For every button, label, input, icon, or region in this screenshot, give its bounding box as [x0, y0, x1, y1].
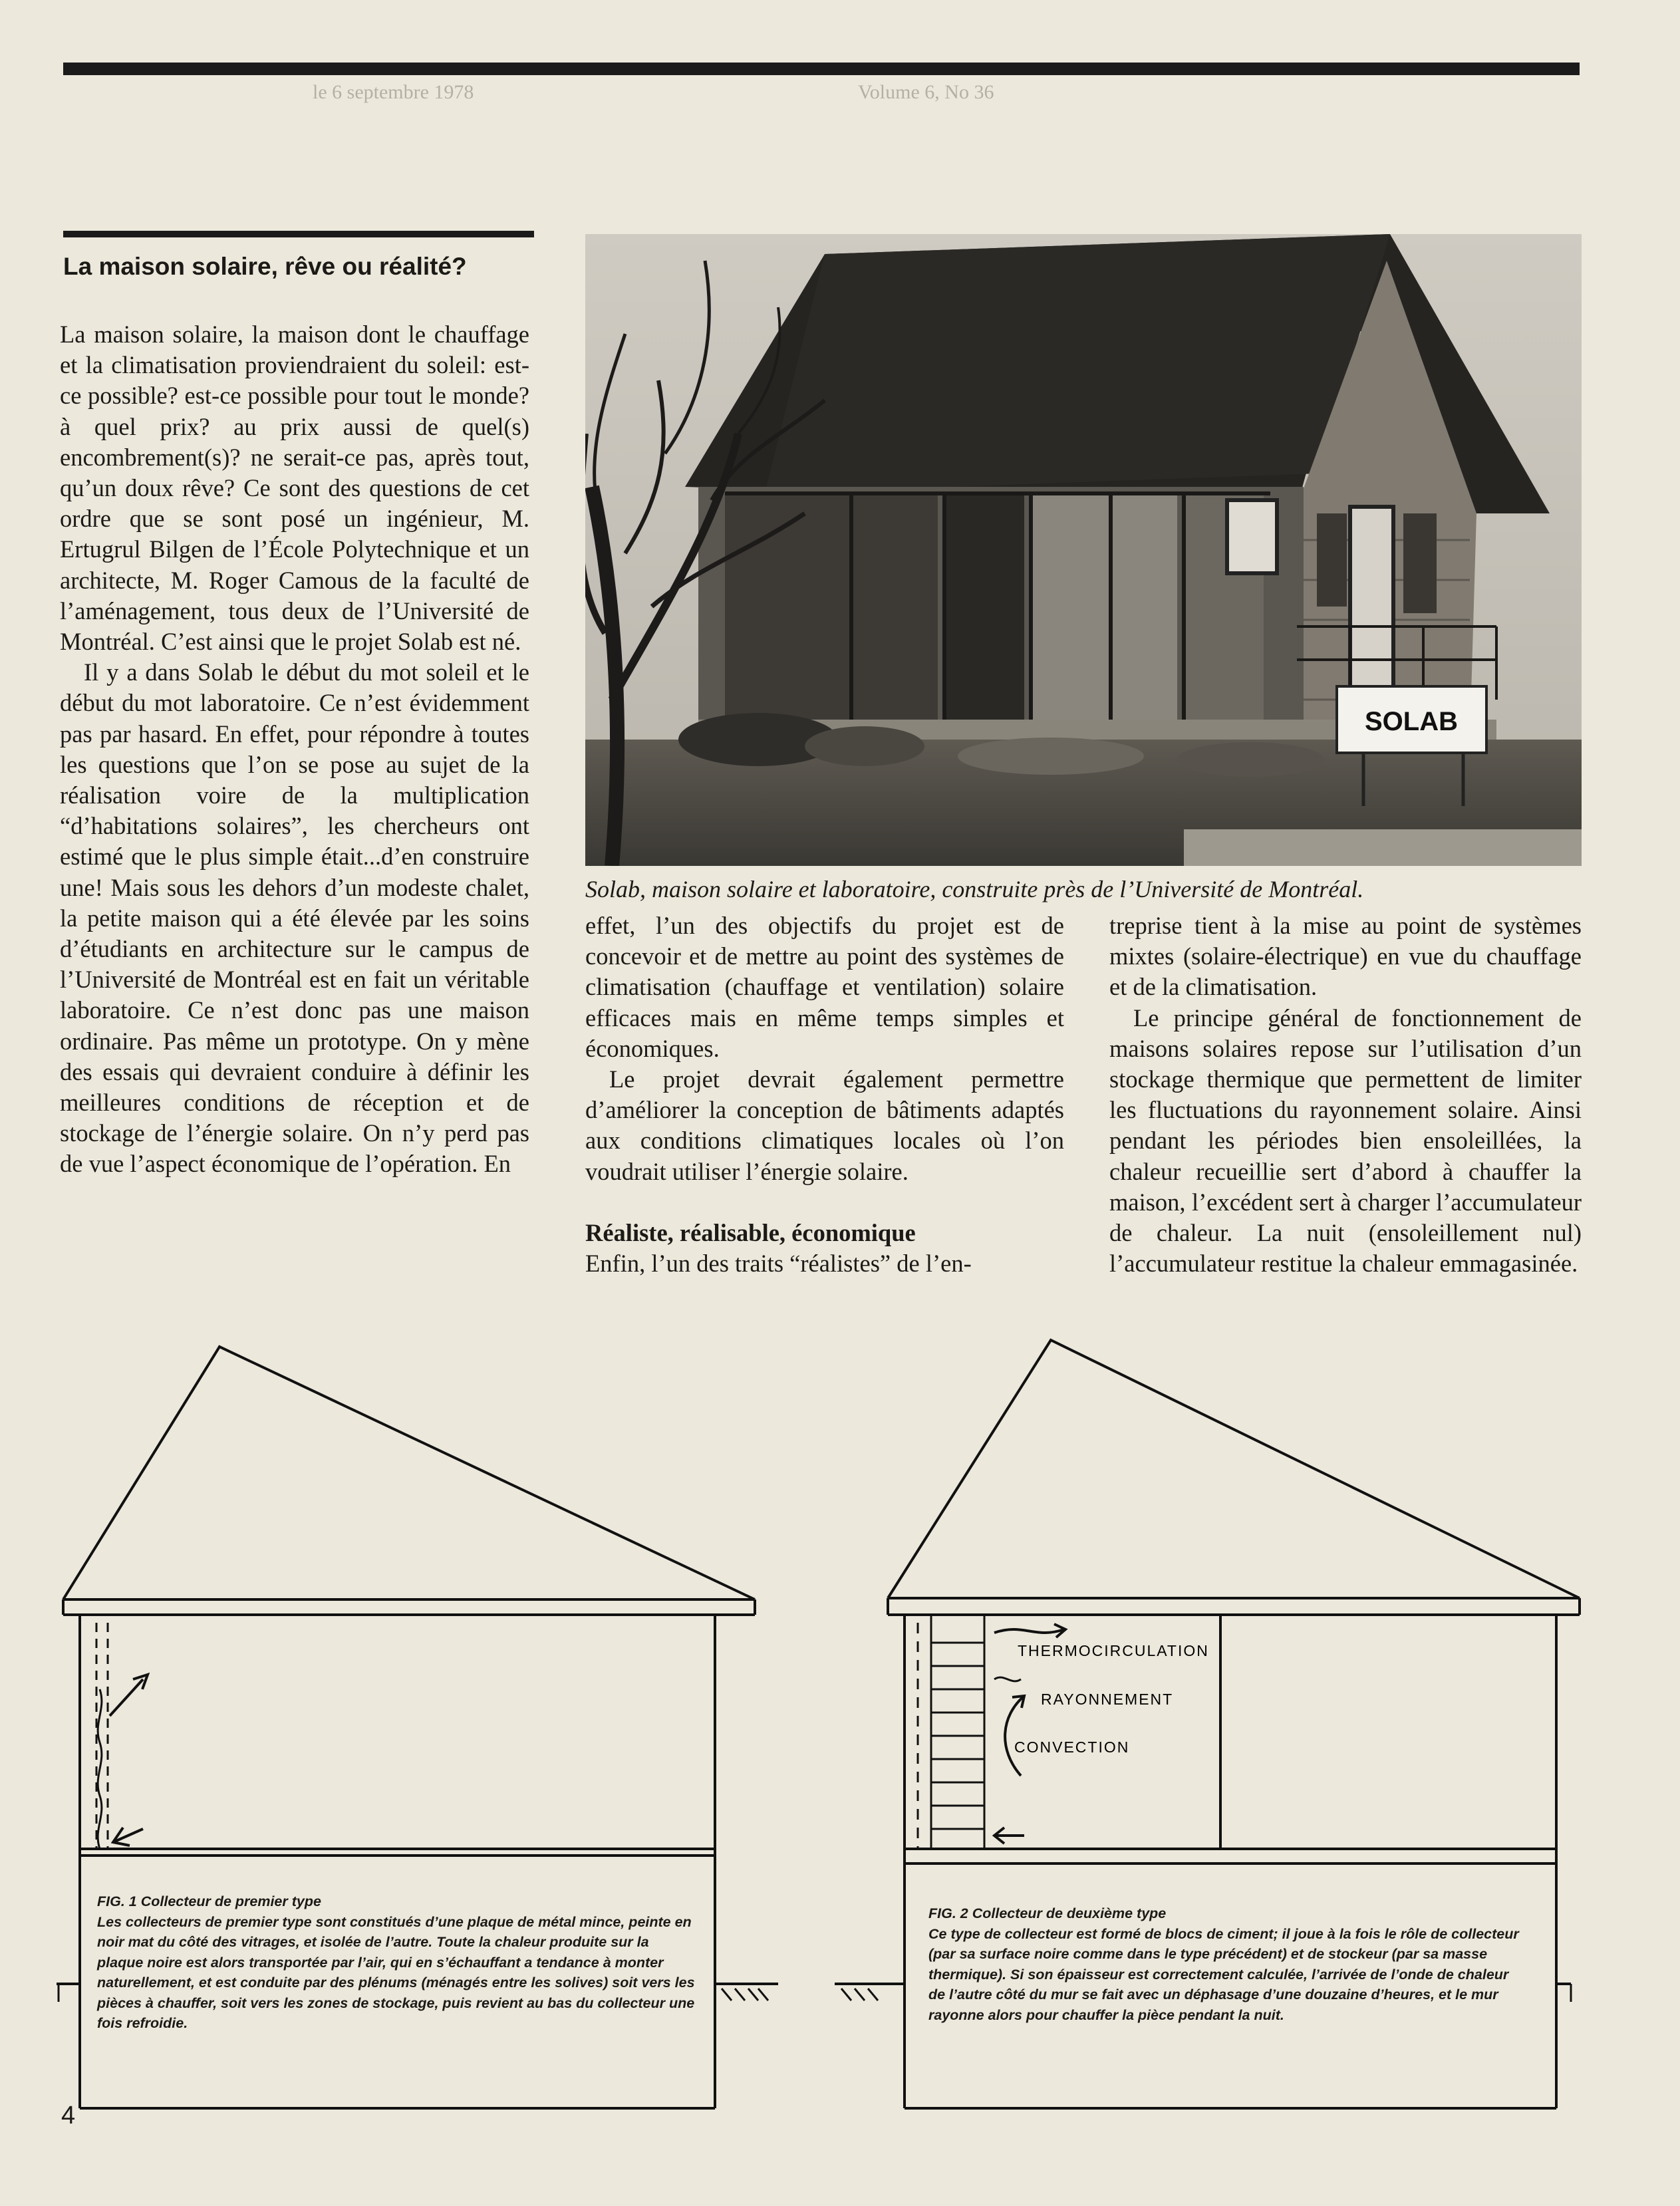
label-thermocirculation: THERMOCIRCULATION: [1018, 1642, 1209, 1659]
article-headline: La maison solaire, rêve ou réalité?: [63, 253, 467, 280]
page-number: 4: [61, 2102, 76, 2130]
paragraph: La maison solaire, la maison dont le chauffage et la climatisation proviendraient du soleil: est-ce possible? est-ce possible pour tout le monde? à quel prix? au prix aussi de quel(s) encombrement(s)? ne serait-ce pas, après tout, qu’un doux rêve? Ce sont des questions de cet ordre que se sont posé un ingénieur, M. Ertugrul Bilgen de l’École Polytechnique et un architecte, M. Roger Camous de la faculté de l’aménagement, tous deux de l’Université de Montréal. C’est ainsi que le projet Solab est né.: [60, 321, 529, 656]
paragraph: treprise tient à la mise au point de systèmes mixtes (solaire-électrique) en vue du chauffage et de la climatisation.: [1109, 912, 1582, 1001]
fig1-caption: [97, 1891, 696, 2034]
fig2-caption: [928, 1903, 1522, 2025]
fig1-text: Les collecteurs de premier type sont constitués d’une plaque de métal mince, peinte en noir mat du côté des vitrages, et isolée de l’autre. Toute la chaleur produite sur la plaque noire est alors transportée par l’air, qui en s’échauffant a tendance à monter naturellement, et est conduite par des plénums (ménagés entre les solives) soit vers les pièces à chauffer, soit vers les zones de stockage, puis revient au bas du collecteur une fois refroidie.: [97, 1913, 695, 2031]
article-column-3: [1109, 910, 1582, 1279]
fig1-title: FIG. 1 Collecteur de premier type: [97, 1893, 321, 1909]
fig2-title: FIG. 2 Collecteur de deuxième type: [928, 1905, 1167, 1921]
label-rayonnement: RAYONNEMENT: [1041, 1691, 1174, 1708]
paragraph: Le projet devrait également permettre d’améliorer la conception de bâtiments adaptés aux conditions climatiques locales où l’on voudrait utiliser l’énergie solaire.: [585, 1065, 1064, 1185]
paragraph: effet, l’un des objectifs du projet est de concevoir et de mettre au point des systèmes de climatisation (chauffage et ventilation) solaire efficaces mais en même temps simples et économiques.: [585, 912, 1064, 1062]
fig2-text: Ce type de collecteur est formé de blocs de ciment; il joue à la fois le rôle de collecteur (par sa surface noire comme dans le type précédent) et de stockeur (par sa masse thermique). Si son épaisseur est correctement calculée, l’arrivée de l’onde de chaleur de l’autre côté du mur se fait avec un déphasage d’une douzaine d’heures, et le mur rayonne alors pour chauffer la pièce pendant la nuit.: [928, 1925, 1519, 2023]
paragraph: Le principe général de fonctionnement de maisons solaires repose sur l’utilisation d’un stockage thermique que permettent de limiter les fluctuations du rayonnement solaire. Ainsi pendant les périodes bien ensoleillées, la chaleur recueillie sert d’abord à chauffer la maison, l’excédent sert à charger l’accumulateur de chaleur. La nuit (ensoleillement nul) l’accumulateur restitue la chaleur emmagasinée.: [1109, 1004, 1582, 1278]
ghost-header-left: le 6 septembre 1978: [313, 81, 474, 103]
top-rule: [63, 63, 1580, 75]
paragraph: Il y a dans Solab le début du mot soleil et le début du mot laboratoire. Ce n’est évidemment pas par hasard. En effet, pour répondre à toutes les questions que l’on se pose au sujet de la réalisation voire de la multiplication “d’habitations solaires”, les chercheurs ont estimé que le plus simple était...d’en construire une! Mais sous les dehors d’un modeste chalet, la petite maison qui a été élevée par les soins d’étudiants en architecture sur le campus de l’Université de Montréal est en fait un véritable laboratoire. Ce n’est donc pas une maison ordinaire. Pas même un prototype. On y mène des essais qui devraient conduire à définir les meilleures conditions de réception et de stockage de l’énergie solaire. On n’y perd pas de vue l’aspect économique de l’opération. En: [60, 658, 529, 1178]
solab-sign: SOLAB: [1365, 707, 1458, 736]
photo-caption: Solab, maison solaire et laboratoire, construite près de l’Université de Montréal.: [585, 876, 1364, 902]
subheading: Réaliste, réalisable, économique: [585, 1218, 916, 1246]
paragraph: Enfin, l’un des traits “réalistes” de l’en-: [585, 1250, 972, 1278]
label-convection: CONVECTION: [1014, 1738, 1130, 1756]
column-rule: [63, 231, 534, 237]
article-column-2: [585, 910, 1064, 1279]
solab-house-photo: [585, 234, 1582, 866]
article-column-1: [60, 319, 529, 1180]
ghost-header-center: Volume 6, No 36: [858, 81, 994, 103]
